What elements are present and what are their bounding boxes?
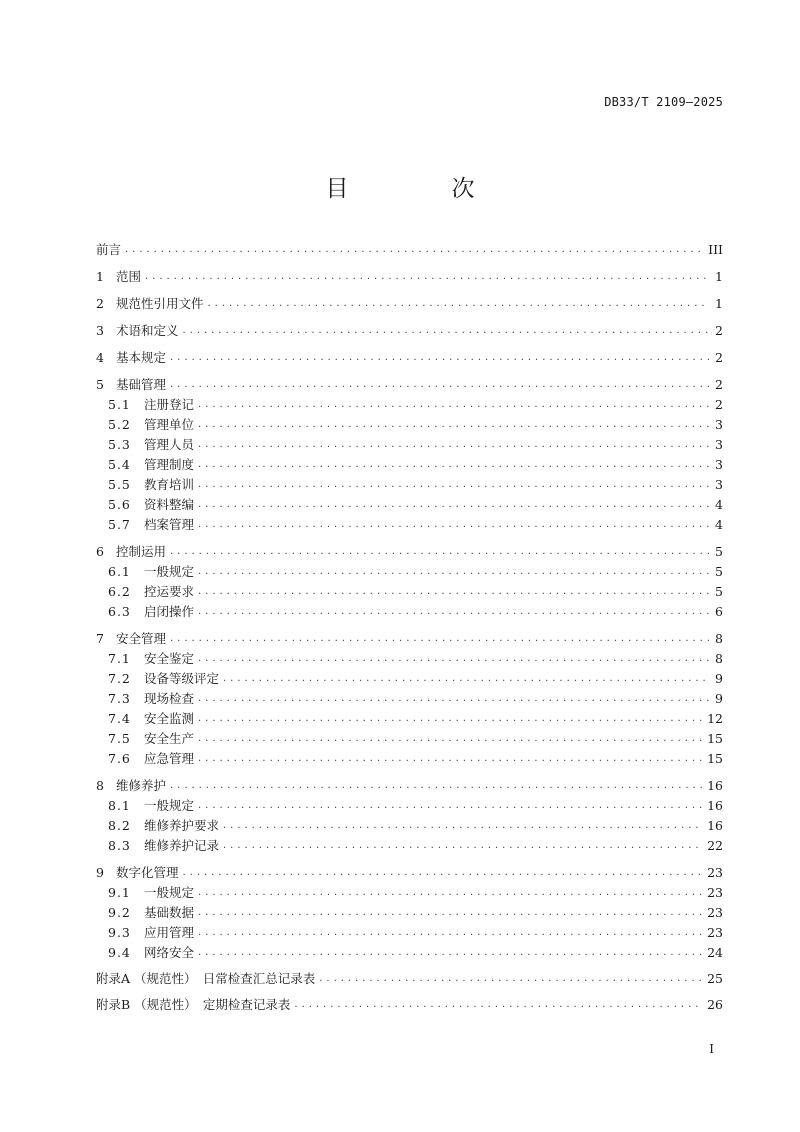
toc-entry-number: 5.2 [108, 417, 131, 432]
toc-entry[interactable] [96, 969, 723, 989]
toc-entry[interactable] [96, 923, 723, 943]
toc-entry-label: 一般规定 [144, 885, 195, 900]
dot-leader [198, 883, 703, 903]
toc-entry[interactable] [96, 515, 723, 535]
document-code: DB33/T 2109—2025 [604, 95, 723, 109]
toc-entry[interactable] [96, 749, 723, 769]
toc-entry-page: 24 [707, 945, 723, 960]
toc-entry-page: 9 [715, 691, 723, 706]
toc-entry-number: 3 [96, 323, 104, 338]
toc-entry[interactable] [96, 995, 723, 1015]
dot-leader [198, 435, 709, 455]
toc-entry-label: 维修养护要求 [144, 818, 220, 833]
toc-entry-label: 附录B （规范性） 定期检查记录表 [96, 997, 291, 1012]
toc-entry[interactable] [96, 943, 723, 963]
toc-entry-page: 6 [715, 604, 723, 619]
toc-entry-number: 1 [96, 269, 104, 284]
toc-entry-number: 7.1 [108, 651, 131, 666]
toc-entry-page: 2 [715, 350, 723, 365]
toc-entry-number: 9.2 [108, 905, 131, 920]
toc-entry-label: 档案管理 [144, 517, 195, 532]
toc-entry[interactable] [96, 294, 723, 314]
dot-leader [170, 542, 709, 562]
toc-entry-label: 维修养护 [116, 778, 167, 793]
toc-entry-label: 注册登记 [144, 397, 195, 412]
toc-entry-page: 3 [715, 417, 723, 432]
toc-entry-page: 16 [707, 798, 723, 813]
toc-entry-page: III [708, 242, 723, 257]
toc-entry-number: 6.2 [108, 584, 131, 599]
toc-entry-number: 5.7 [108, 517, 131, 532]
toc-entry-number: 8.2 [108, 818, 131, 833]
dot-leader [198, 562, 709, 582]
toc-entry-label: 前言 [96, 242, 122, 257]
dot-leader [198, 903, 703, 923]
toc-entry-page: 16 [707, 818, 723, 833]
dot-leader [198, 395, 709, 415]
toc-entry[interactable] [96, 495, 723, 515]
toc-entry[interactable] [96, 321, 723, 341]
toc-entry[interactable] [96, 669, 723, 689]
toc-entry[interactable] [96, 649, 723, 669]
toc-entry-label: 启闭操作 [144, 604, 195, 619]
toc-entry-number: 7.5 [108, 731, 131, 746]
toc-entry-number: 5.1 [108, 397, 131, 412]
toc-entry-label: 管理制度 [144, 457, 195, 472]
toc-entry-number: 6.3 [108, 604, 131, 619]
toc-entry-page: 25 [707, 971, 723, 986]
toc-entry-number: 7.4 [108, 711, 131, 726]
toc-entry-number: 7.3 [108, 691, 131, 706]
toc-entry-number: 5.4 [108, 457, 131, 472]
toc-entry[interactable] [96, 240, 723, 260]
toc-entry-number: 9 [96, 865, 104, 880]
toc-entry-number: 8.3 [108, 838, 131, 853]
toc-entry[interactable] [96, 629, 723, 649]
toc-entry[interactable] [96, 267, 723, 287]
toc-entry-label: 管理单位 [144, 417, 195, 432]
dot-leader [319, 969, 703, 989]
toc-entry-page: 15 [707, 731, 723, 746]
toc-entry-page: 5 [715, 544, 723, 559]
toc-entry-label: 基础管理 [116, 377, 167, 392]
table-of-contents [96, 240, 723, 1015]
dot-leader [198, 943, 703, 963]
dot-leader [223, 816, 703, 836]
toc-entry[interactable] [96, 435, 723, 455]
dot-leader [198, 796, 703, 816]
toc-entry[interactable] [96, 883, 723, 903]
dot-leader [198, 749, 703, 769]
dot-leader [198, 415, 709, 435]
toc-entry-label: 应急管理 [144, 751, 195, 766]
dot-leader [170, 776, 703, 796]
dot-leader [223, 836, 703, 856]
dot-leader [208, 294, 709, 314]
toc-entry-number: 2 [96, 296, 104, 311]
toc-entry-label: 管理人员 [144, 437, 195, 452]
toc-entry-page: 15 [707, 751, 723, 766]
toc-entry-page: 1 [715, 269, 723, 284]
toc-entry-number: 7.2 [108, 671, 131, 686]
dot-leader [198, 729, 703, 749]
toc-entry[interactable] [96, 395, 723, 415]
toc-entry-label: 应用管理 [144, 925, 195, 940]
dot-leader [198, 495, 709, 515]
toc-entry[interactable] [96, 816, 723, 836]
toc-entry-number: 8 [96, 778, 104, 793]
toc-entry-page: 23 [707, 865, 723, 880]
toc-entry-label: 安全管理 [116, 631, 167, 646]
toc-entry-label: 设备等级评定 [144, 671, 220, 686]
toc-entry-number: 7 [96, 631, 104, 646]
toc-entry-label: 控运要求 [144, 584, 195, 599]
toc-entry-page: 23 [707, 885, 723, 900]
toc-entry-number: 8.1 [108, 798, 131, 813]
dot-leader [170, 375, 709, 395]
toc-entry-label: 控制运用 [116, 544, 167, 559]
toc-entry-label: 范围 [116, 269, 142, 284]
toc-entry-label: 网络安全 [144, 945, 195, 960]
toc-entry-label: 安全生产 [144, 731, 195, 746]
toc-entry[interactable] [96, 836, 723, 856]
toc-entry[interactable] [96, 709, 723, 729]
toc-entry-page: 23 [707, 925, 723, 940]
dot-leader [125, 240, 704, 260]
toc-entry-label: 安全监测 [144, 711, 195, 726]
toc-entry[interactable] [96, 375, 723, 395]
toc-entry-page: 8 [715, 631, 723, 646]
toc-entry-page: 5 [715, 564, 723, 579]
toc-entry[interactable] [96, 475, 723, 495]
toc-entry-label: 维修养护记录 [144, 838, 220, 853]
toc-entry-number: 5.6 [108, 497, 131, 512]
toc-entry[interactable] [96, 776, 723, 796]
toc-entry[interactable] [96, 455, 723, 475]
toc-entry-number: 5 [96, 377, 104, 392]
toc-entry-label: 术语和定义 [116, 323, 179, 338]
dot-leader [198, 602, 709, 622]
dot-leader [183, 321, 709, 341]
toc-entry-page: 16 [707, 778, 723, 793]
toc-entry[interactable] [96, 542, 723, 562]
page-number: I [709, 1042, 714, 1056]
toc-entry-number: 9.3 [108, 925, 131, 940]
toc-entry-page: 9 [715, 671, 723, 686]
dot-leader [198, 709, 703, 729]
toc-entry-number: 9.4 [108, 945, 131, 960]
dot-leader [183, 863, 704, 883]
toc-entry-page: 3 [715, 477, 723, 492]
dot-leader [198, 455, 709, 475]
dot-leader [145, 267, 709, 287]
toc-entry-page: 2 [715, 377, 723, 392]
toc-entry[interactable] [96, 582, 723, 602]
toc-entry-label: 附录A （规范性） 日常检查汇总记录表 [96, 971, 316, 986]
toc-entry-label: 规范性引用文件 [116, 296, 204, 311]
toc-entry[interactable] [96, 796, 723, 816]
dot-leader [170, 348, 709, 368]
dot-leader [198, 649, 709, 669]
toc-entry[interactable] [96, 602, 723, 622]
toc-entry-number: 4 [96, 350, 104, 365]
dot-leader [198, 515, 709, 535]
toc-entry-page: 5 [715, 584, 723, 599]
toc-entry-label: 一般规定 [144, 798, 195, 813]
toc-entry-page: 2 [715, 397, 723, 412]
toc-entry-number: 9.1 [108, 885, 131, 900]
toc-entry-number: 6 [96, 544, 104, 559]
toc-entry[interactable] [96, 348, 723, 368]
toc-entry-label: 一般规定 [144, 564, 195, 579]
toc-entry[interactable] [96, 415, 723, 435]
toc-entry-label: 安全鉴定 [144, 651, 195, 666]
toc-entry-label: 基本规定 [116, 350, 167, 365]
dot-leader [223, 669, 709, 689]
toc-entry-number: 5.5 [108, 477, 131, 492]
page-title: 目 次 [325, 176, 515, 202]
dot-leader [294, 995, 703, 1015]
dot-leader [198, 689, 709, 709]
toc-entry-label: 资料整编 [144, 497, 195, 512]
toc-entry-label: 现场检查 [144, 691, 195, 706]
toc-entry[interactable] [96, 729, 723, 749]
toc-entry-page: 1 [715, 296, 723, 311]
toc-entry-page: 4 [715, 497, 723, 512]
toc-entry[interactable] [96, 903, 723, 923]
toc-entry-number: 7.6 [108, 751, 131, 766]
toc-entry-page: 8 [715, 651, 723, 666]
toc-entry-page: 4 [715, 517, 723, 532]
toc-entry-page: 3 [715, 457, 723, 472]
toc-entry-page: 23 [707, 905, 723, 920]
dot-leader [198, 923, 703, 943]
toc-entry-number: 6.1 [108, 564, 131, 579]
toc-entry[interactable] [96, 689, 723, 709]
toc-entry-page: 12 [707, 711, 723, 726]
toc-entry-page: 3 [715, 437, 723, 452]
toc-entry-label: 教育培训 [144, 477, 195, 492]
dot-leader [198, 475, 709, 495]
dot-leader [170, 629, 709, 649]
toc-entry[interactable] [96, 863, 723, 883]
toc-entry-page: 2 [715, 323, 723, 338]
dot-leader [198, 582, 709, 602]
toc-entry-page: 26 [707, 997, 723, 1012]
toc-entry-label: 数字化管理 [116, 865, 179, 880]
toc-entry-page: 22 [707, 838, 723, 853]
toc-entry-label: 基础数据 [144, 905, 195, 920]
toc-entry-number: 5.3 [108, 437, 131, 452]
toc-entry[interactable] [96, 562, 723, 582]
